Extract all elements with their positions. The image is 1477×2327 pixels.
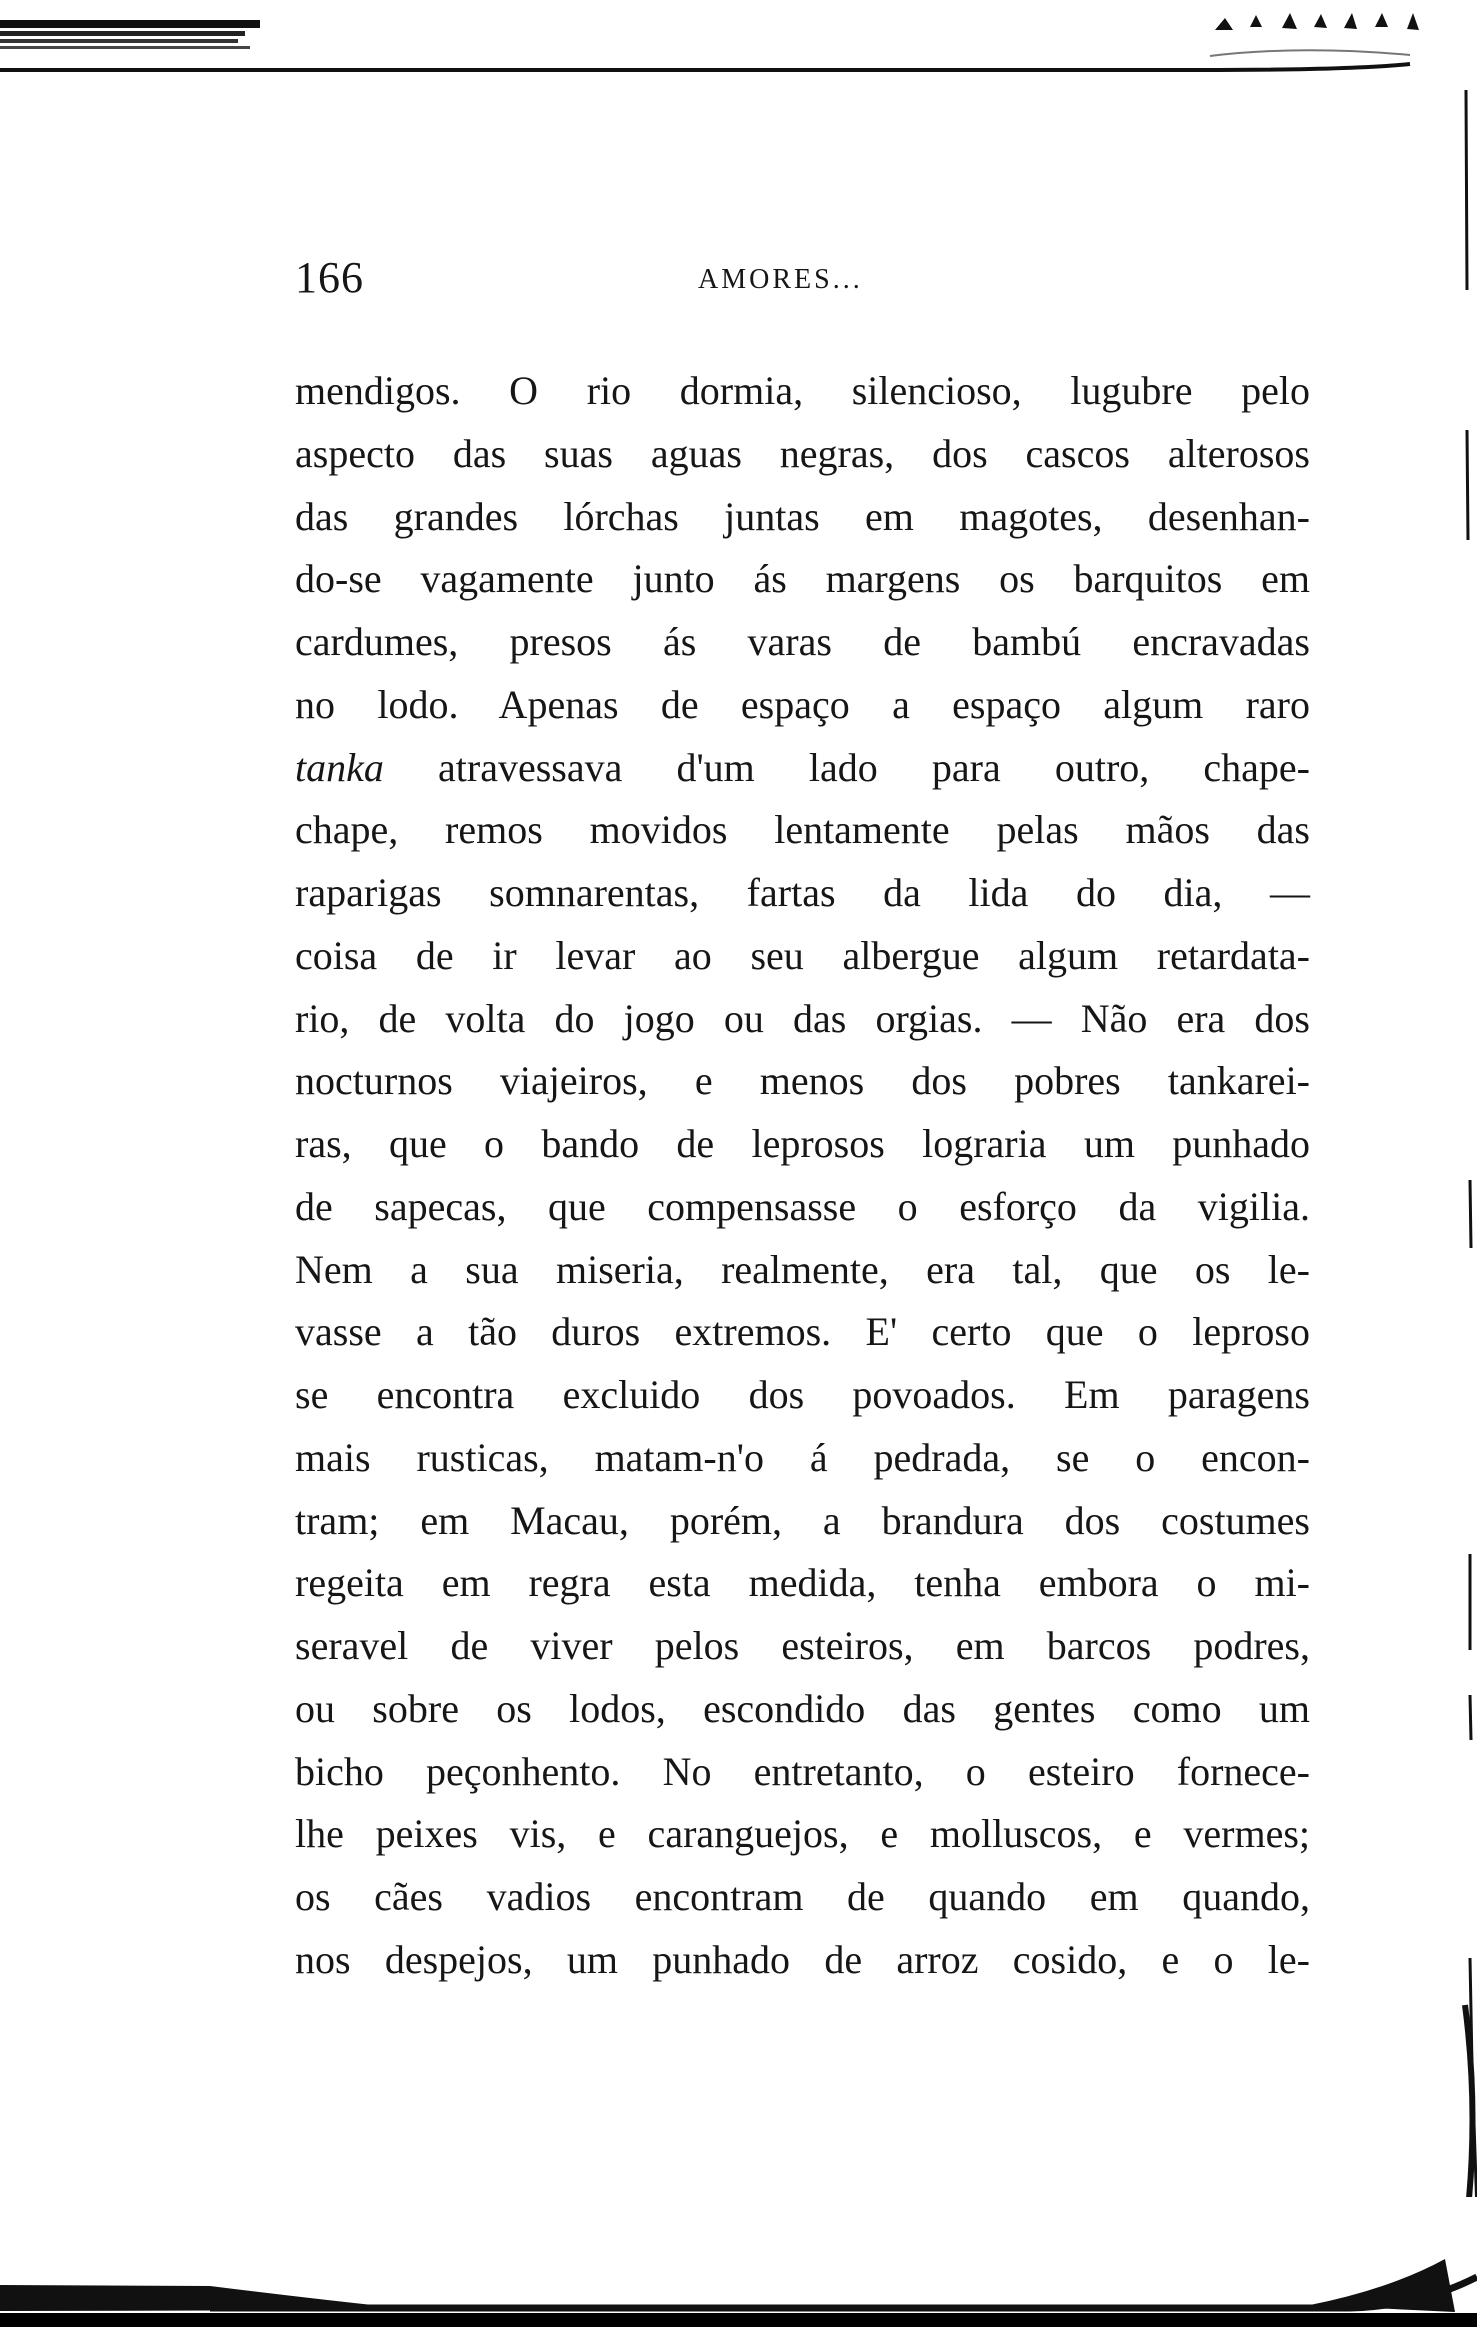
scan-top-edge — [0, 0, 1477, 90]
text-line: ras, que o bando de leprosos lograria um punhado — [295, 1121, 1310, 1166]
text-line: os cães vadios encontram de quando em quando, — [295, 1874, 1310, 1919]
text-line: das grandes lórchas juntas em magotes, desenhan- — [295, 493, 1310, 539]
text-line: no lodo. Apenas de espaço a espaço algum raro — [295, 681, 1310, 727]
top-right-scan-marks — [1215, 13, 1419, 30]
text-line: Nem a sua miseria, realmente, era tal, que os le- — [295, 1246, 1310, 1292]
text-line: mendigos. O rio dormia, silencioso, lugubre pelo — [295, 368, 1310, 413]
text-line: mais rusticas, matam-n'o á pedrada, se o encon- — [295, 1434, 1310, 1480]
text-line-with-italic-word — [295, 737, 1310, 800]
text-line: nocturnos viajeiros, e menos dos pobres tankarei- — [295, 1058, 1310, 1104]
text-line: cardumes, presos ás varas de bambú encravadas — [295, 619, 1310, 664]
top-left-scan-shadow — [0, 20, 260, 28]
italic-word-tanka: tanka — [295, 744, 384, 790]
text-line: vasse a tão duros extremos. E' certo que o leproso — [295, 1309, 1310, 1355]
scan-right-edge — [1417, 0, 1477, 2327]
text-line: nos despejos, um punhado de arroz cosido, e o le- — [295, 1936, 1310, 1982]
text-line: aspecto das suas aguas negras, dos cascos alterosos — [295, 430, 1310, 476]
text-line: raparigas somnarentas, fartas da lida do dia, — — [295, 870, 1310, 915]
text-line: do-se vagamente junto ás margens os barquitos em — [295, 556, 1310, 602]
text-line: lhe peixes vis, e caranguejos, e molluscos, e vermes; — [295, 1811, 1310, 1857]
text-line: ou sobre os lodos, escondido das gentes como um — [295, 1685, 1310, 1731]
right-page-edge — [1466, 90, 1477, 2300]
text-line: bicho peçonhento. No entretanto, o esteiro fornece- — [295, 1748, 1310, 1794]
page-number: 166 — [295, 253, 364, 302]
text-line: coisa de ir levar ao seu albergue algum retardata- — [295, 932, 1310, 978]
text-line: seravel de viver pelos esteiros, em barcos podres, — [295, 1623, 1310, 1668]
text-line: chape, remos movidos lentamente pelas mãos das — [295, 807, 1310, 853]
text-line: rio, de volta do jogo ou das orgias. — Não era dos — [295, 995, 1310, 1041]
page-header — [295, 252, 1310, 312]
bottom-rule — [210, 2277, 1477, 2308]
text-line: se encontra excluido dos povoados. Em paragens — [295, 1372, 1310, 1417]
text-line: regeita em regra esta medida, tenha embora o mi- — [295, 1560, 1310, 1606]
text-line: de sapecas, que compensasse o esforço da vigilia. — [295, 1183, 1310, 1229]
text-line: tram; em Macau, porém, a brandura dos costumes — [295, 1497, 1310, 1543]
scan-bottom-edge — [0, 2197, 1477, 2327]
line-remainder: atravessava d'um lado para outro, chape- — [383, 744, 1310, 790]
body-text — [295, 360, 1310, 1992]
bottom-left-scan-shadow — [0, 2285, 420, 2311]
top-rule — [0, 64, 1410, 70]
running-title: AMORES... — [698, 264, 863, 295]
